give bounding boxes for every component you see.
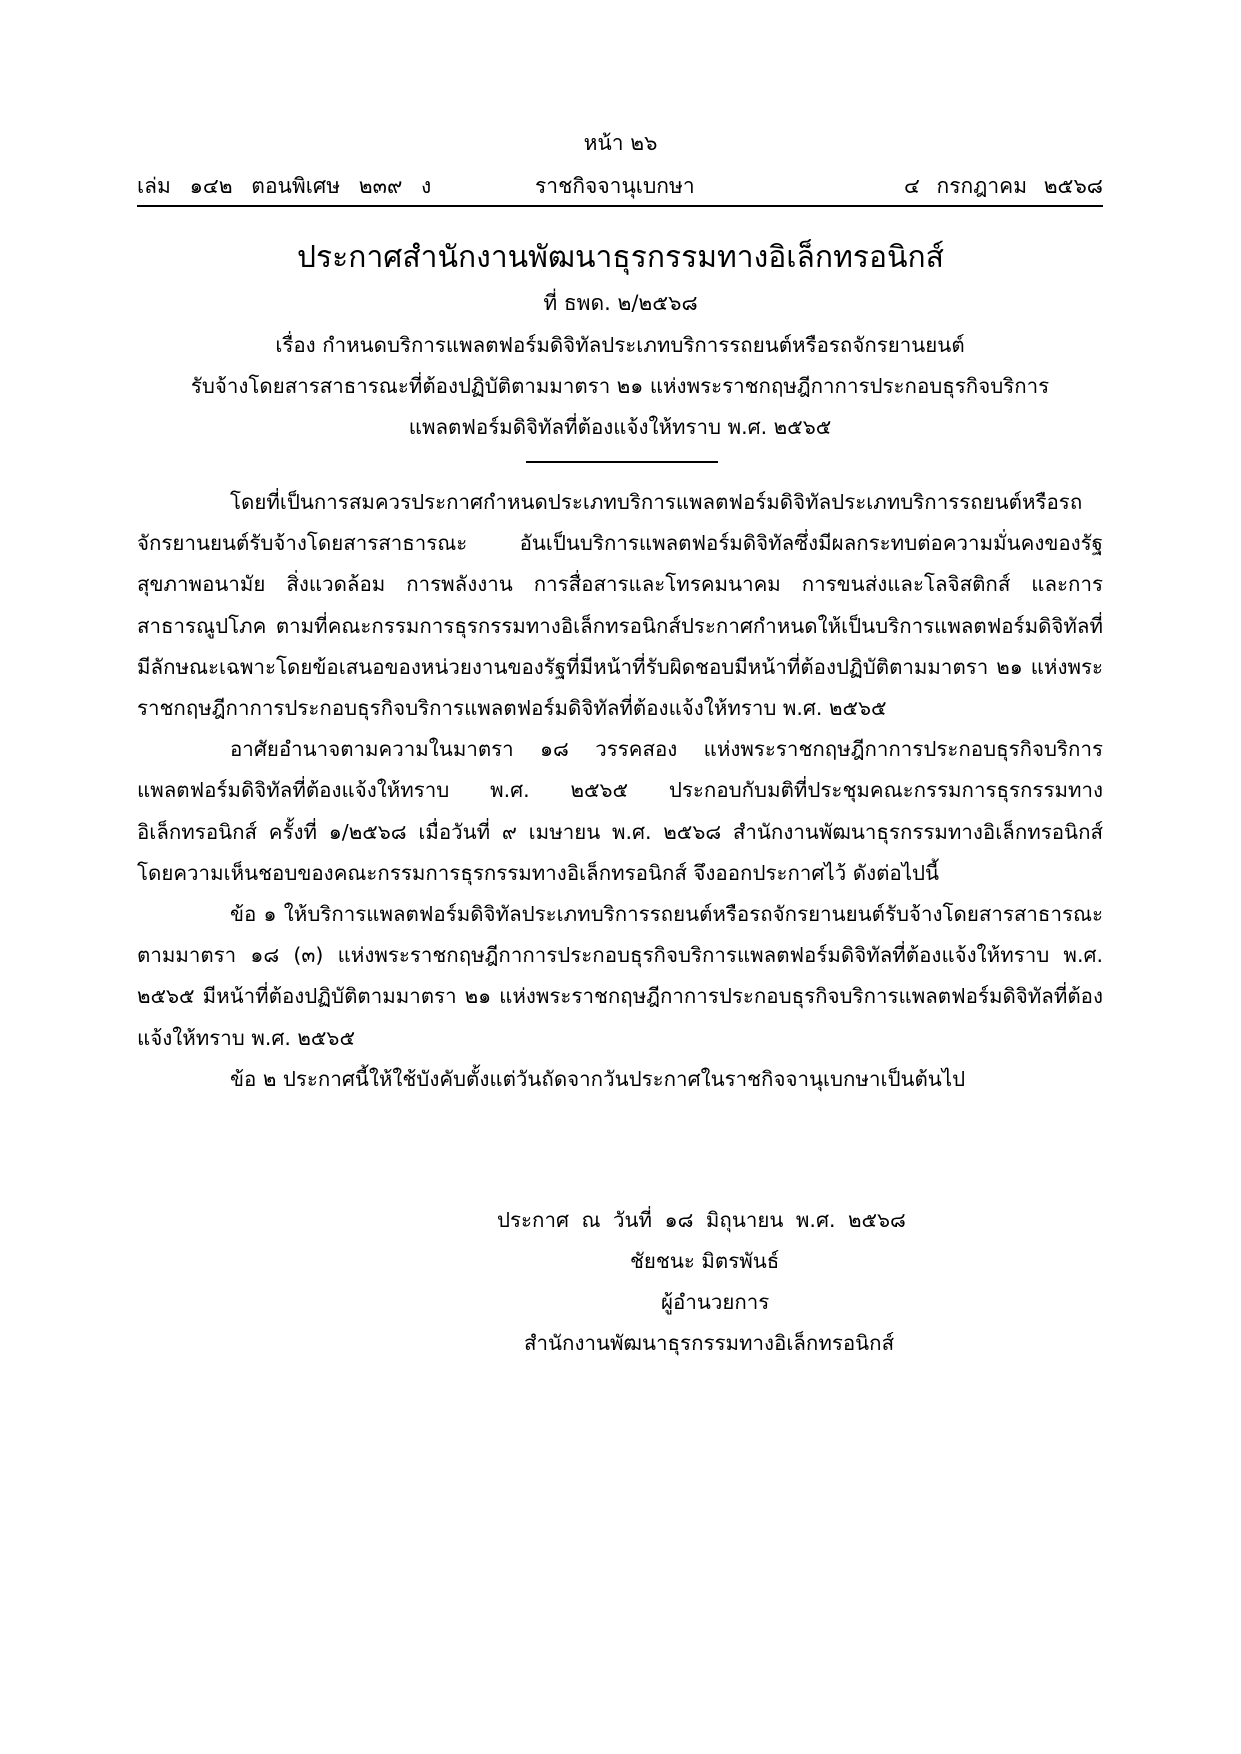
clause-paragraph: ข้อ ๑ ให้บริการแพลตฟอร์มดิจิทัลประเภทบริการรถยนต์หรือรถจักรยานยนต์รับจ้างโดยสารสาธารณะ ตามมาตรา ๑๘ (๓) แห่งพระราชกฤษฎีกาการประกอบธุรกิจบริการแพลตฟอร์มดิจิทัลที่ต้องแจ้งให้ทราบ พ.ศ. ๒๕๖๕ มีหน้าที่ต้องปฏิบัติตามมาตรา ๒๑ แห่งพระราชกฤษฎีกาการประกอบธุรกิจบริการแพลตฟอร์มดิจิทัลที่ต้องแจ้งให้ทราบ พ.ศ. ๒๕๖๕ [137,902,1103,1050]
signatory-organization: สำนักงานพัฒนาธุรกรรมทางอิเล็กทรอนิกส์ [524,1331,895,1355]
gazette-header [137,170,1103,202]
title-divider [526,461,718,463]
page-number: หน้า ๒๖ [583,131,658,155]
signatory-name: ชัยชนะ มิตรพันธ์ [630,1249,780,1273]
gazette-name: ราชกิจจานุเบกษา [535,174,695,198]
signatory-position: ผู้อำนวยการ [661,1290,770,1314]
announcement-body [137,482,1103,1100]
subject-line: เรื่อง กำหนดบริการแพลตฟอร์มดิจิทัลประเภทบริการรถยนต์หรือรถจักรยานยนต์ [275,333,965,357]
announcement-number: ที่ ธพด. ๒/๒๕๖๘ [543,291,698,315]
announcement-subject [137,325,1103,448]
body-paragraph: โดยที่เป็นการสมควรประกาศกำหนดประเภทบริการแพลตฟอร์มดิจิทัลประเภทบริการรถยนต์หรือรถจักรยานยนต์รับจ้างโดยสารสาธารณะ อันเป็นบริการแพลตฟอร์มดิจิทัลซึ่งมีผลกระทบต่อความมั่นคงของรัฐ สุขภาพอนามัย สิ่งแวดล้อม การพลังงาน การสื่อสารและโทรคมนาคม การขนส่งและโลจิสติกส์ และการสาธารณูปโภค ตามที่คณะกรรมการธุรกรรมทางอิเล็กทรอนิกส์ประกาศกำหนดให้เป็นบริการแพลตฟอร์มดิจิทัลที่มีลักษณะเฉพาะโดยข้อเสนอของหน่วยงานของรัฐที่มีหน้าที่รับผิดชอบมีหน้าที่ต้องปฏิบัติตามมาตรา ๒๑ แห่งพระราชกฤษฎีกาการประกอบธุรกิจบริการแพลตฟอร์มดิจิทัลที่ต้องแจ้งให้ทราบ พ.ศ. ๒๕๖๕ [137,490,1103,721]
subject-line: แพลตฟอร์มดิจิทัลที่ต้องแจ้งให้ทราบ พ.ศ. ๒๕๖๕ [408,415,832,439]
subject-line: รับจ้างโดยสารสาธารณะที่ต้องปฏิบัติตามมาตรา ๒๑ แห่งพระราชกฤษฎีกาการประกอบธุรกิจบริการ [190,374,1050,398]
publication-date: ๔ กรกฎาคม ๒๕๖๘ [903,174,1103,198]
signing-date: ประกาศ ณ วันที่ ๑๘ มิถุนายน พ.ศ. ๒๕๖๘ [497,1208,906,1232]
announcement-title: ประกาศสำนักงานพัฒนาธุรกรรมทางอิเล็กทรอนิกส์ [297,240,944,275]
clause-paragraph: ข้อ ๒ ประกาศนี้ให้ใช้บังคับตั้งแต่วันถัดจากวันประกาศในราชกิจจานุเบกษาเป็นต้นไป [230,1066,966,1091]
body-paragraph: อาศัยอำนาจตามความในมาตรา ๑๘ วรรคสอง แห่งพระราชกฤษฎีกาการประกอบธุรกิจบริการแพลตฟอร์มดิจิทัลที่ต้องแจ้งให้ทราบ พ.ศ. ๒๕๖๕ ประกอบกับมติที่ประชุมคณะกรรมการธุรกรรมทางอิเล็กทรอนิกส์ ครั้งที่ ๑/๒๕๖๘ เมื่อวันที่ ๙ เมษายน พ.ศ. ๒๕๖๘ สำนักงานพัฒนาธุรกรรมทางอิเล็กทรอนิกส์ โดยความเห็นชอบของคณะกรรมการธุรกรรมทางอิเล็กทรอนิกส์ จึงออกประกาศไว้ ดังต่อไปนี้ [137,737,1103,885]
volume-issue: เล่ม ๑๔๒ ตอนพิเศษ ๒๓๙ ง [137,174,432,198]
header-divider [137,205,1103,207]
